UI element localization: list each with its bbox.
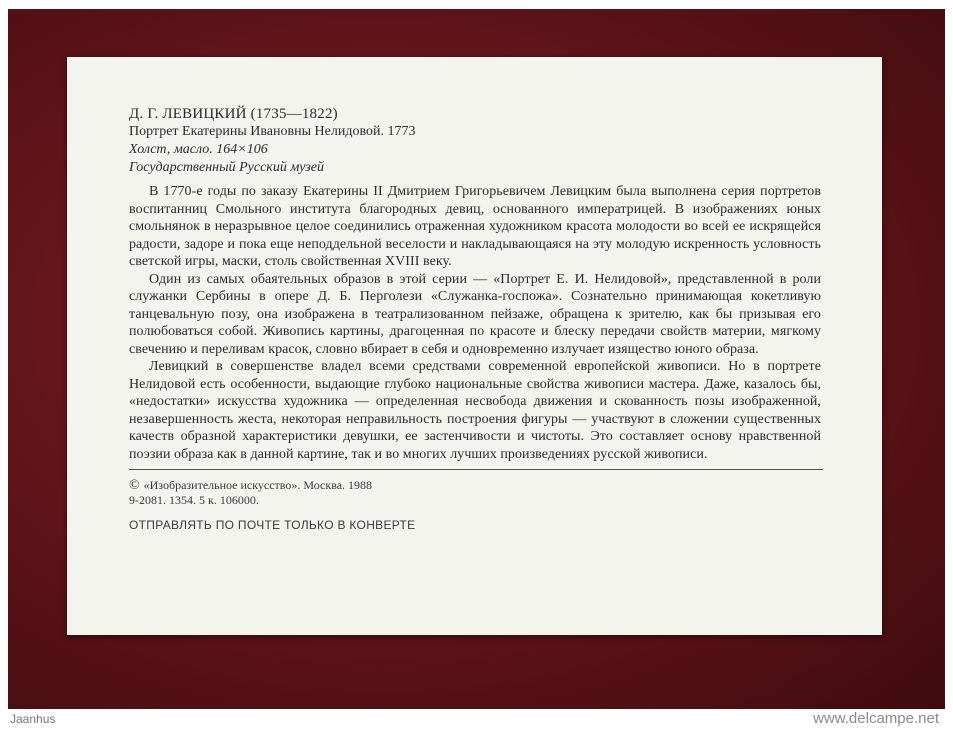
artwork-medium: Холст, масло. 164×106	[129, 142, 268, 157]
author-name: Д. Г. ЛЕВИЦКИЙ	[129, 106, 247, 122]
description-paragraph: Один из самых обаятельных образов в этой серии — «Портрет Е. И. Нелидовой», представленной в роли служанки Сербины в опере Д. Б. Перголези «Служанка-госпожа». Сознательно принимающая кокетливую танцевальную позу, она изображена в театрализованном пейзаже, обращена к зрителю, как бы призывая его полюбоваться собой. Живопись картины, драгоценная по красоте и блеску передачи свойств материи, мягкому свечению и переливам красок, словно вбирает в себя и одновременно излучает изящество юного образа.	[129, 271, 821, 357]
publisher-name: «Изобразительное искусство». Москва. 1988	[143, 478, 373, 492]
postcard-text-block	[129, 105, 821, 532]
description	[129, 183, 821, 463]
description-paragraph: Левицкий в совершенстве владел всеми средствами современной европейской живописи. Но в портрете Нелидовой есть особенности, выдающие глубоко национальные свойства живописи мастера. Даже, казалось бы, «недостатки» искусства художника — определенная несвобода движения и скованность позы изображенной, незавершенность жеста, некоторая неправильность построения фигуры — участвуют в сложении существенных качеств образной характеристики девушки, ее застенчивости и чистоты. Это составляет основу нравственной поэзии образа как в данной картине, так и во многих лучших произведениях русской живописи.	[129, 359, 821, 462]
watermark-seller: Jaanhus	[10, 712, 56, 726]
postcard-back	[67, 57, 882, 635]
mailing-note: ОТПРАВЛЯТЬ ПО ПОЧТЕ ТОЛЬКО В КОНВЕРТЕ	[129, 518, 416, 532]
print-info: 9-2081. 1354. 5 к. 106000.	[129, 493, 259, 507]
publisher-imprint	[129, 478, 821, 508]
artwork-title: Портрет Екатерины Ивановны Нелидовой. 1773	[129, 124, 416, 139]
artwork-museum: Государственный Русский музей	[129, 160, 324, 175]
divider-line	[129, 469, 823, 470]
watermark-site: www.delcampe.net	[813, 710, 939, 727]
author-heading	[129, 105, 821, 123]
author-years: (1735—1822)	[250, 106, 338, 122]
copyright-symbol: ©	[129, 478, 140, 493]
description-paragraph: В 1770-е годы по заказу Екатерины II Дмитрием Григорьевичем Левицким была выполнена серия портретов воспитанниц Смольного института благородных девиц, основанного императрицей. В изображениях юных смольнянок в неразрывное целое соединились отраженная художником красота молодости во всей ее искрящейся радости, задоре и пока еще неподдельной веселости и накладывающаяся на эту молодую искренность условность светской игры, маски, столь свойственная XVIII веку.	[129, 184, 821, 269]
